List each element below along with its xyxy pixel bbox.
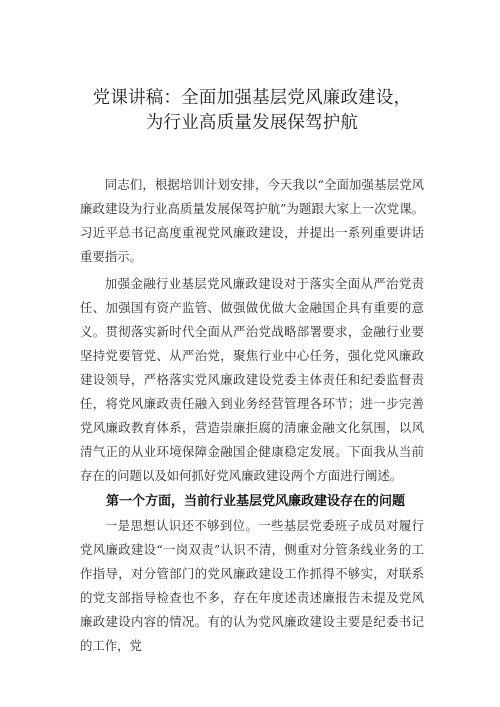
document-title — [80, 86, 424, 136]
body-paragraph: 一是思想认识还不够到位。一些基层党委班子成员对履行党风廉政建设“一岗双责”认识不清，侧重对分管条线业务的工作指导，对分管部门的党风廉政建设工作抓得不够实，对联系的党支部指导检查也不多，存在年度述责述廉报告未提及党风廉政建设内容的情况。有的认为党风廉政建设主要是纪委书记的工作，党 — [80, 518, 424, 653]
body-paragraph: 同志们，根据培训计划安排，今天我以“全面加强基层党风廉政建设为行业高质量发展保驾护航”为题跟大家上一次党课。习近平总书记高度重视党风廉政建设，并提出一系列重要讲话重要指示。 — [80, 177, 424, 264]
section-heading: 第一个方面，当前行业基层党风廉政建设存在的问题 — [106, 494, 406, 509]
title-line-2: 为行业高质量发展保驾护航 — [145, 113, 359, 133]
title-line-1: 党课讲稿：全面加强基层党风廉政建设， — [92, 88, 412, 108]
body-paragraph: 加强金融行业基层党风廉政建设对于落实全面从严治党责任、加强国有资产监管、做强做优做大金融国企具有重要的意义。贯彻落实新时代全面从严治党战略部署要求，金融行业要坚持党要管党、从严治党，聚焦行业中心任务，强化党风廉政建设领导，严格落实党风廉政建设党委主体责任和纪委监督责任，将党风廉政责任融入到业务经营管理各环节；进一步完善党风廉政教育体系，营造崇廉拒腐的清廉金融文化氛围，以风清气正的从业环境保障金融国企健康稳定发展。下面我从当前存在的问题以及如何抓好党风廉政建设两个方面进行阐述。 — [80, 276, 424, 483]
document-body — [80, 173, 424, 658]
